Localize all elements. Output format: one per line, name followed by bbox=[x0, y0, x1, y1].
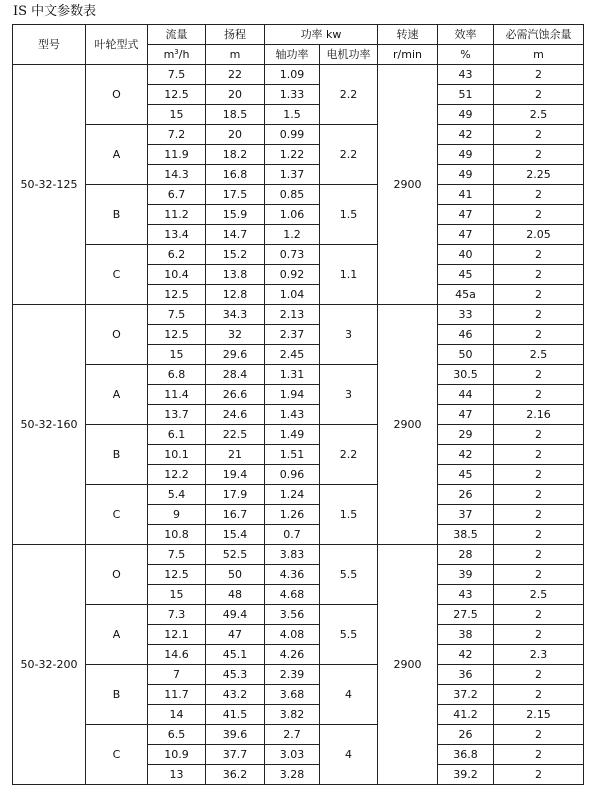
npsh-cell: 2 bbox=[494, 125, 584, 145]
efficiency-cell: 37 bbox=[438, 505, 494, 525]
table-row bbox=[13, 485, 584, 505]
efficiency-cell: 33 bbox=[438, 305, 494, 325]
efficiency-cell: 45 bbox=[438, 265, 494, 285]
npsh-cell: 2.5 bbox=[494, 585, 584, 605]
efficiency-cell: 36.8 bbox=[438, 745, 494, 765]
head-cell: 12.8 bbox=[206, 285, 265, 305]
flow-cell: 10.8 bbox=[148, 525, 206, 545]
efficiency-cell: 47 bbox=[438, 205, 494, 225]
shaft-power-cell: 1.2 bbox=[265, 225, 320, 245]
parameter-table bbox=[12, 24, 584, 785]
shaft-power-cell: 2.7 bbox=[265, 725, 320, 745]
flow-cell: 13.7 bbox=[148, 405, 206, 425]
flow-cell: 15 bbox=[148, 345, 206, 365]
npsh-cell: 2 bbox=[494, 85, 584, 105]
shaft-power-cell: 0.99 bbox=[265, 125, 320, 145]
efficiency-cell: 42 bbox=[438, 125, 494, 145]
npsh-cell: 2 bbox=[494, 145, 584, 165]
head-cell: 22.5 bbox=[206, 425, 265, 445]
impeller-type-cell: O bbox=[86, 65, 148, 125]
flow-cell: 6.2 bbox=[148, 245, 206, 265]
shaft-power-cell: 1.09 bbox=[265, 65, 320, 85]
impeller-type-cell: A bbox=[86, 125, 148, 185]
shaft-power-cell: 4.26 bbox=[265, 645, 320, 665]
flow-cell: 12.5 bbox=[148, 285, 206, 305]
table-row bbox=[13, 245, 584, 265]
flow-unit-exponent: 3 bbox=[174, 47, 179, 56]
efficiency-cell: 26 bbox=[438, 725, 494, 745]
efficiency-cell: 49 bbox=[438, 165, 494, 185]
speed-cell: 2900 bbox=[378, 305, 438, 545]
table-row bbox=[13, 605, 584, 625]
shaft-power-cell: 1.5 bbox=[265, 105, 320, 125]
header-row-1 bbox=[13, 25, 584, 45]
head-cell: 15.2 bbox=[206, 245, 265, 265]
flow-cell: 14.3 bbox=[148, 165, 206, 185]
head-cell: 37.7 bbox=[206, 745, 265, 765]
shaft-power-cell: 4.68 bbox=[265, 585, 320, 605]
efficiency-cell: 45 bbox=[438, 465, 494, 485]
npsh-cell: 2.5 bbox=[494, 105, 584, 125]
table-row bbox=[13, 545, 584, 565]
flow-cell: 9 bbox=[148, 505, 206, 525]
efficiency-cell: 49 bbox=[438, 145, 494, 165]
table-body bbox=[13, 65, 584, 785]
flow-cell: 11.4 bbox=[148, 385, 206, 405]
flow-unit-time: /h bbox=[178, 47, 190, 61]
npsh-cell: 2.16 bbox=[494, 405, 584, 425]
flow-cell: 14 bbox=[148, 705, 206, 725]
efficiency-cell: 46 bbox=[438, 325, 494, 345]
model-cell: 50-32-160 bbox=[13, 305, 86, 545]
efficiency-cell: 49 bbox=[438, 105, 494, 125]
flow-cell: 11.7 bbox=[148, 685, 206, 705]
header-head-unit: m bbox=[206, 45, 265, 65]
motor-power-cell: 1.5 bbox=[320, 185, 378, 245]
flow-cell: 6.5 bbox=[148, 725, 206, 745]
flow-cell: 7.5 bbox=[148, 545, 206, 565]
head-cell: 52.5 bbox=[206, 545, 265, 565]
shaft-power-cell: 0.7 bbox=[265, 525, 320, 545]
table-row bbox=[13, 425, 584, 445]
efficiency-cell: 42 bbox=[438, 645, 494, 665]
motor-power-cell: 4 bbox=[320, 725, 378, 785]
shaft-power-cell: 1.24 bbox=[265, 485, 320, 505]
head-cell: 28.4 bbox=[206, 365, 265, 385]
motor-power-cell: 5.5 bbox=[320, 545, 378, 605]
shaft-power-cell: 1.06 bbox=[265, 205, 320, 225]
header-head: 扬程 bbox=[206, 25, 265, 45]
impeller-type-cell: O bbox=[86, 545, 148, 605]
efficiency-cell: 27.5 bbox=[438, 605, 494, 625]
efficiency-cell: 38.5 bbox=[438, 525, 494, 545]
shaft-power-cell: 2.13 bbox=[265, 305, 320, 325]
flow-cell: 12.5 bbox=[148, 565, 206, 585]
npsh-cell: 2 bbox=[494, 325, 584, 345]
flow-cell: 12.5 bbox=[148, 325, 206, 345]
motor-power-cell: 3 bbox=[320, 305, 378, 365]
impeller-type-cell: O bbox=[86, 305, 148, 365]
shaft-power-cell: 1.26 bbox=[265, 505, 320, 525]
flow-cell: 11.9 bbox=[148, 145, 206, 165]
shaft-power-cell: 0.96 bbox=[265, 465, 320, 485]
flow-unit-base: m bbox=[163, 47, 175, 61]
motor-power-cell: 1.1 bbox=[320, 245, 378, 305]
npsh-cell: 2 bbox=[494, 445, 584, 465]
flow-cell: 7.2 bbox=[148, 125, 206, 145]
npsh-cell: 2 bbox=[494, 625, 584, 645]
efficiency-cell: 51 bbox=[438, 85, 494, 105]
shaft-power-cell: 1.31 bbox=[265, 365, 320, 385]
flow-cell: 6.8 bbox=[148, 365, 206, 385]
npsh-cell: 2.5 bbox=[494, 345, 584, 365]
npsh-cell: 2.25 bbox=[494, 165, 584, 185]
head-cell: 21 bbox=[206, 445, 265, 465]
header-impeller-type: 叶轮型式 bbox=[86, 25, 148, 65]
table-row bbox=[13, 365, 584, 385]
table-header bbox=[13, 25, 584, 65]
head-cell: 14.7 bbox=[206, 225, 265, 245]
shaft-power-cell: 4.36 bbox=[265, 565, 320, 585]
efficiency-cell: 39 bbox=[438, 565, 494, 585]
header-model: 型号 bbox=[13, 25, 86, 65]
head-cell: 36.2 bbox=[206, 765, 265, 785]
flow-cell: 6.1 bbox=[148, 425, 206, 445]
efficiency-cell: 47 bbox=[438, 405, 494, 425]
shaft-power-cell: 3.03 bbox=[265, 745, 320, 765]
head-cell: 19.4 bbox=[206, 465, 265, 485]
motor-power-cell: 2.2 bbox=[320, 425, 378, 485]
efficiency-cell: 45a bbox=[438, 285, 494, 305]
efficiency-cell: 39.2 bbox=[438, 765, 494, 785]
npsh-cell: 2 bbox=[494, 265, 584, 285]
motor-power-cell: 2.2 bbox=[320, 65, 378, 125]
flow-cell: 15 bbox=[148, 105, 206, 125]
flow-cell: 12.5 bbox=[148, 85, 206, 105]
npsh-cell: 2 bbox=[494, 725, 584, 745]
head-cell: 20 bbox=[206, 85, 265, 105]
npsh-cell: 2 bbox=[494, 245, 584, 265]
shaft-power-cell: 1.49 bbox=[265, 425, 320, 445]
efficiency-cell: 37.2 bbox=[438, 685, 494, 705]
motor-power-cell: 3 bbox=[320, 365, 378, 425]
head-cell: 34.3 bbox=[206, 305, 265, 325]
efficiency-cell: 38 bbox=[438, 625, 494, 645]
head-cell: 47 bbox=[206, 625, 265, 645]
flow-cell: 7.5 bbox=[148, 65, 206, 85]
efficiency-cell: 44 bbox=[438, 385, 494, 405]
header-power: 功率 kw bbox=[265, 25, 378, 45]
table-row bbox=[13, 185, 584, 205]
npsh-cell: 2 bbox=[494, 485, 584, 505]
npsh-cell: 2 bbox=[494, 765, 584, 785]
head-cell: 15.9 bbox=[206, 205, 265, 225]
table-row bbox=[13, 725, 584, 745]
motor-power-cell: 5.5 bbox=[320, 605, 378, 665]
shaft-power-cell: 1.51 bbox=[265, 445, 320, 465]
npsh-cell: 2 bbox=[494, 385, 584, 405]
head-cell: 29.6 bbox=[206, 345, 265, 365]
efficiency-cell: 43 bbox=[438, 585, 494, 605]
efficiency-cell: 43 bbox=[438, 65, 494, 85]
head-cell: 16.7 bbox=[206, 505, 265, 525]
flow-cell: 12.1 bbox=[148, 625, 206, 645]
flow-cell: 12.2 bbox=[148, 465, 206, 485]
head-cell: 45.1 bbox=[206, 645, 265, 665]
shaft-power-cell: 3.68 bbox=[265, 685, 320, 705]
motor-power-cell: 1.5 bbox=[320, 485, 378, 545]
head-cell: 50 bbox=[206, 565, 265, 585]
shaft-power-cell: 3.83 bbox=[265, 545, 320, 565]
flow-cell: 7.3 bbox=[148, 605, 206, 625]
document-title: IS 中文参数表 bbox=[13, 4, 97, 19]
impeller-type-cell: C bbox=[86, 485, 148, 545]
npsh-cell: 2 bbox=[494, 665, 584, 685]
npsh-cell: 2.05 bbox=[494, 225, 584, 245]
shaft-power-cell: 1.22 bbox=[265, 145, 320, 165]
npsh-cell: 2.3 bbox=[494, 645, 584, 665]
efficiency-cell: 42 bbox=[438, 445, 494, 465]
head-cell: 32 bbox=[206, 325, 265, 345]
table-row bbox=[13, 65, 584, 85]
head-cell: 45.3 bbox=[206, 665, 265, 685]
motor-power-cell: 2.2 bbox=[320, 125, 378, 185]
head-cell: 17.9 bbox=[206, 485, 265, 505]
npsh-cell: 2 bbox=[494, 65, 584, 85]
npsh-cell: 2 bbox=[494, 505, 584, 525]
head-cell: 49.4 bbox=[206, 605, 265, 625]
efficiency-cell: 30.5 bbox=[438, 365, 494, 385]
flow-cell: 14.6 bbox=[148, 645, 206, 665]
flow-cell: 15 bbox=[148, 585, 206, 605]
flow-cell: 13 bbox=[148, 765, 206, 785]
shaft-power-cell: 0.92 bbox=[265, 265, 320, 285]
head-cell: 22 bbox=[206, 65, 265, 85]
efficiency-cell: 29 bbox=[438, 425, 494, 445]
impeller-type-cell: B bbox=[86, 185, 148, 245]
shaft-power-cell: 1.94 bbox=[265, 385, 320, 405]
head-cell: 18.2 bbox=[206, 145, 265, 165]
model-cell: 50-32-200 bbox=[13, 545, 86, 785]
header-efficiency-unit: % bbox=[438, 45, 494, 65]
shaft-power-cell: 1.04 bbox=[265, 285, 320, 305]
header-shaft-power: 轴功率 bbox=[265, 45, 320, 65]
head-cell: 20 bbox=[206, 125, 265, 145]
impeller-type-cell: C bbox=[86, 725, 148, 785]
shaft-power-cell: 1.43 bbox=[265, 405, 320, 425]
header-motor-power: 电机功率 bbox=[320, 45, 378, 65]
shaft-power-cell: 0.85 bbox=[265, 185, 320, 205]
flow-cell: 11.2 bbox=[148, 205, 206, 225]
impeller-type-cell: B bbox=[86, 425, 148, 485]
efficiency-cell: 41.2 bbox=[438, 705, 494, 725]
flow-cell: 6.7 bbox=[148, 185, 206, 205]
speed-cell: 2900 bbox=[378, 545, 438, 785]
impeller-type-cell: A bbox=[86, 605, 148, 665]
flow-cell: 13.4 bbox=[148, 225, 206, 245]
flow-cell: 10.1 bbox=[148, 445, 206, 465]
head-cell: 13.8 bbox=[206, 265, 265, 285]
head-cell: 48 bbox=[206, 585, 265, 605]
flow-cell: 10.4 bbox=[148, 265, 206, 285]
shaft-power-cell: 3.28 bbox=[265, 765, 320, 785]
impeller-type-cell: A bbox=[86, 365, 148, 425]
head-cell: 26.6 bbox=[206, 385, 265, 405]
model-cell: 50-32-125 bbox=[13, 65, 86, 305]
npsh-cell: 2 bbox=[494, 745, 584, 765]
npsh-cell: 2 bbox=[494, 465, 584, 485]
flow-cell: 7 bbox=[148, 665, 206, 685]
shaft-power-cell: 1.33 bbox=[265, 85, 320, 105]
npsh-cell: 2 bbox=[494, 305, 584, 325]
npsh-cell: 2 bbox=[494, 185, 584, 205]
impeller-type-cell: C bbox=[86, 245, 148, 305]
shaft-power-cell: 4.08 bbox=[265, 625, 320, 645]
header-speed-unit: r/min bbox=[378, 45, 438, 65]
table-row bbox=[13, 665, 584, 685]
header-flow-unit bbox=[148, 45, 206, 65]
npsh-cell: 2 bbox=[494, 365, 584, 385]
efficiency-cell: 47 bbox=[438, 225, 494, 245]
table-row bbox=[13, 125, 584, 145]
flow-cell: 7.5 bbox=[148, 305, 206, 325]
header-speed: 转速 bbox=[378, 25, 438, 45]
head-cell: 17.5 bbox=[206, 185, 265, 205]
efficiency-cell: 41 bbox=[438, 185, 494, 205]
head-cell: 16.8 bbox=[206, 165, 265, 185]
npsh-cell: 2 bbox=[494, 285, 584, 305]
header-npsh: 必需汽蚀余量 bbox=[494, 25, 584, 45]
flow-cell: 10.9 bbox=[148, 745, 206, 765]
npsh-cell: 2 bbox=[494, 685, 584, 705]
flow-cell: 5.4 bbox=[148, 485, 206, 505]
header-flow: 流量 bbox=[148, 25, 206, 45]
table-row bbox=[13, 305, 584, 325]
shaft-power-cell: 3.82 bbox=[265, 705, 320, 725]
npsh-cell: 2 bbox=[494, 545, 584, 565]
head-cell: 43.2 bbox=[206, 685, 265, 705]
head-cell: 24.6 bbox=[206, 405, 265, 425]
efficiency-cell: 40 bbox=[438, 245, 494, 265]
header-efficiency: 效率 bbox=[438, 25, 494, 45]
head-cell: 15.4 bbox=[206, 525, 265, 545]
npsh-cell: 2 bbox=[494, 565, 584, 585]
npsh-cell: 2 bbox=[494, 425, 584, 445]
shaft-power-cell: 1.37 bbox=[265, 165, 320, 185]
shaft-power-cell: 2.45 bbox=[265, 345, 320, 365]
impeller-type-cell: B bbox=[86, 665, 148, 725]
shaft-power-cell: 3.56 bbox=[265, 605, 320, 625]
shaft-power-cell: 0.73 bbox=[265, 245, 320, 265]
npsh-cell: 2.15 bbox=[494, 705, 584, 725]
npsh-cell: 2 bbox=[494, 525, 584, 545]
header-npsh-unit: m bbox=[494, 45, 584, 65]
efficiency-cell: 36 bbox=[438, 665, 494, 685]
efficiency-cell: 26 bbox=[438, 485, 494, 505]
head-cell: 39.6 bbox=[206, 725, 265, 745]
npsh-cell: 2 bbox=[494, 605, 584, 625]
efficiency-cell: 28 bbox=[438, 545, 494, 565]
motor-power-cell: 4 bbox=[320, 665, 378, 725]
npsh-cell: 2 bbox=[494, 205, 584, 225]
head-cell: 41.5 bbox=[206, 705, 265, 725]
shaft-power-cell: 2.39 bbox=[265, 665, 320, 685]
head-cell: 18.5 bbox=[206, 105, 265, 125]
speed-cell: 2900 bbox=[378, 65, 438, 305]
efficiency-cell: 50 bbox=[438, 345, 494, 365]
shaft-power-cell: 2.37 bbox=[265, 325, 320, 345]
